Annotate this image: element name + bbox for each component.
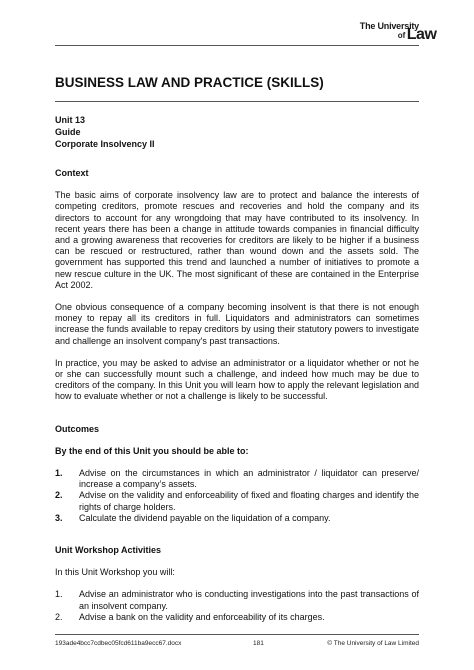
list-item: [55, 513, 419, 524]
list-number: 3.: [55, 512, 63, 523]
main-content: [55, 168, 419, 623]
footer-rule: [55, 634, 419, 635]
outcomes-list: [55, 468, 419, 524]
list-item: [55, 589, 419, 611]
logo-of: of: [397, 31, 406, 40]
list-text: Advise a bank on the validity and enforceability of its charges.: [79, 611, 325, 622]
footer-copyright: © The University of Law Limited: [327, 640, 419, 647]
list-text: Calculate the dividend payable on the liquidation of a company.: [79, 512, 331, 523]
context-paragraph: The basic aims of corporate insolvency law are to protect and balance the interests of competing creditors, promote rescues and recoveries and hold the company and its directors to account for any wrongdoing that may have contributed to its insolvency. In recent years there has been a change in attitude towards companies in financial difficulty and a growing awareness that recoveries for creditors are likely to be higher if a business can be rescued or restructured, rather than wound down and the assets sold. The government has supported this trend and launched a number of initiatives to promote a new rescue culture in the UK. The most significant of these are contained in the Enterprise Act 2002.: [55, 190, 419, 290]
header-rule: [55, 45, 419, 46]
list-text: Advise an administrator who is conducting investigations into the past transactions of an insolvent company.: [79, 589, 419, 611]
list-number: 1.: [55, 468, 63, 479]
unit-number: Unit 13: [55, 115, 86, 125]
list-item: [55, 468, 419, 490]
context-paragraph: In practice, you may be asked to advise an administrator or a liquidator whether or not he or she can successfully mount such a challenge, and indeed how much may be due to creditors of the company. In this Unit you will learn how to apply the relevant legislation and how to evaluate whether or not a challenge is likely to be successful.: [55, 357, 419, 402]
title-rule: [55, 101, 419, 102]
unit-topic: Corporate Insolvency II: [55, 139, 155, 149]
outcomes-intro: By the end of this Unit you should be able to:: [55, 445, 249, 456]
workshop-list: [55, 589, 419, 623]
page-title: BUSINESS LAW AND PRACTICE (SKILLS): [55, 75, 324, 90]
context-paragraph: One obvious consequence of a company becoming insolvent is that there is not enough money to repay all its creditors in full. Liquidators and administrators can sometimes increase the funds available to repay creditors by using their statutory powers to investigate and challenge an insolvent company's past transactions.: [55, 302, 419, 346]
university-of-law-logo: [359, 21, 437, 43]
list-number: 1.: [55, 589, 63, 600]
footer-page-number: 181: [253, 640, 264, 647]
context-heading: Context: [55, 168, 89, 178]
logo-line1: The University: [359, 21, 419, 31]
list-number: 2.: [55, 490, 63, 501]
list-item: [55, 490, 419, 512]
list-text: Advise on the validity and enforceability of fixed and floating charges and identify the rights of charge holders.: [79, 490, 419, 512]
list-number: 2.: [55, 611, 63, 622]
unit-info: [55, 114, 155, 150]
outcomes-heading: Outcomes: [55, 423, 100, 434]
unit-type: Guide: [55, 127, 81, 137]
workshop-intro: In this Unit Workshop you will:: [55, 567, 175, 578]
logo-law: Law: [406, 26, 437, 43]
footer-filename: 193ade4bcc7cdbec05fcd611ba9ecc67.docx: [55, 640, 182, 647]
workshop-heading: Unit Workshop Activities: [55, 545, 162, 556]
list-text: Advise on the circumstances in which an administrator / liquidator can preserve/ increase a company’s assets.: [79, 468, 419, 490]
list-item: [55, 612, 419, 623]
